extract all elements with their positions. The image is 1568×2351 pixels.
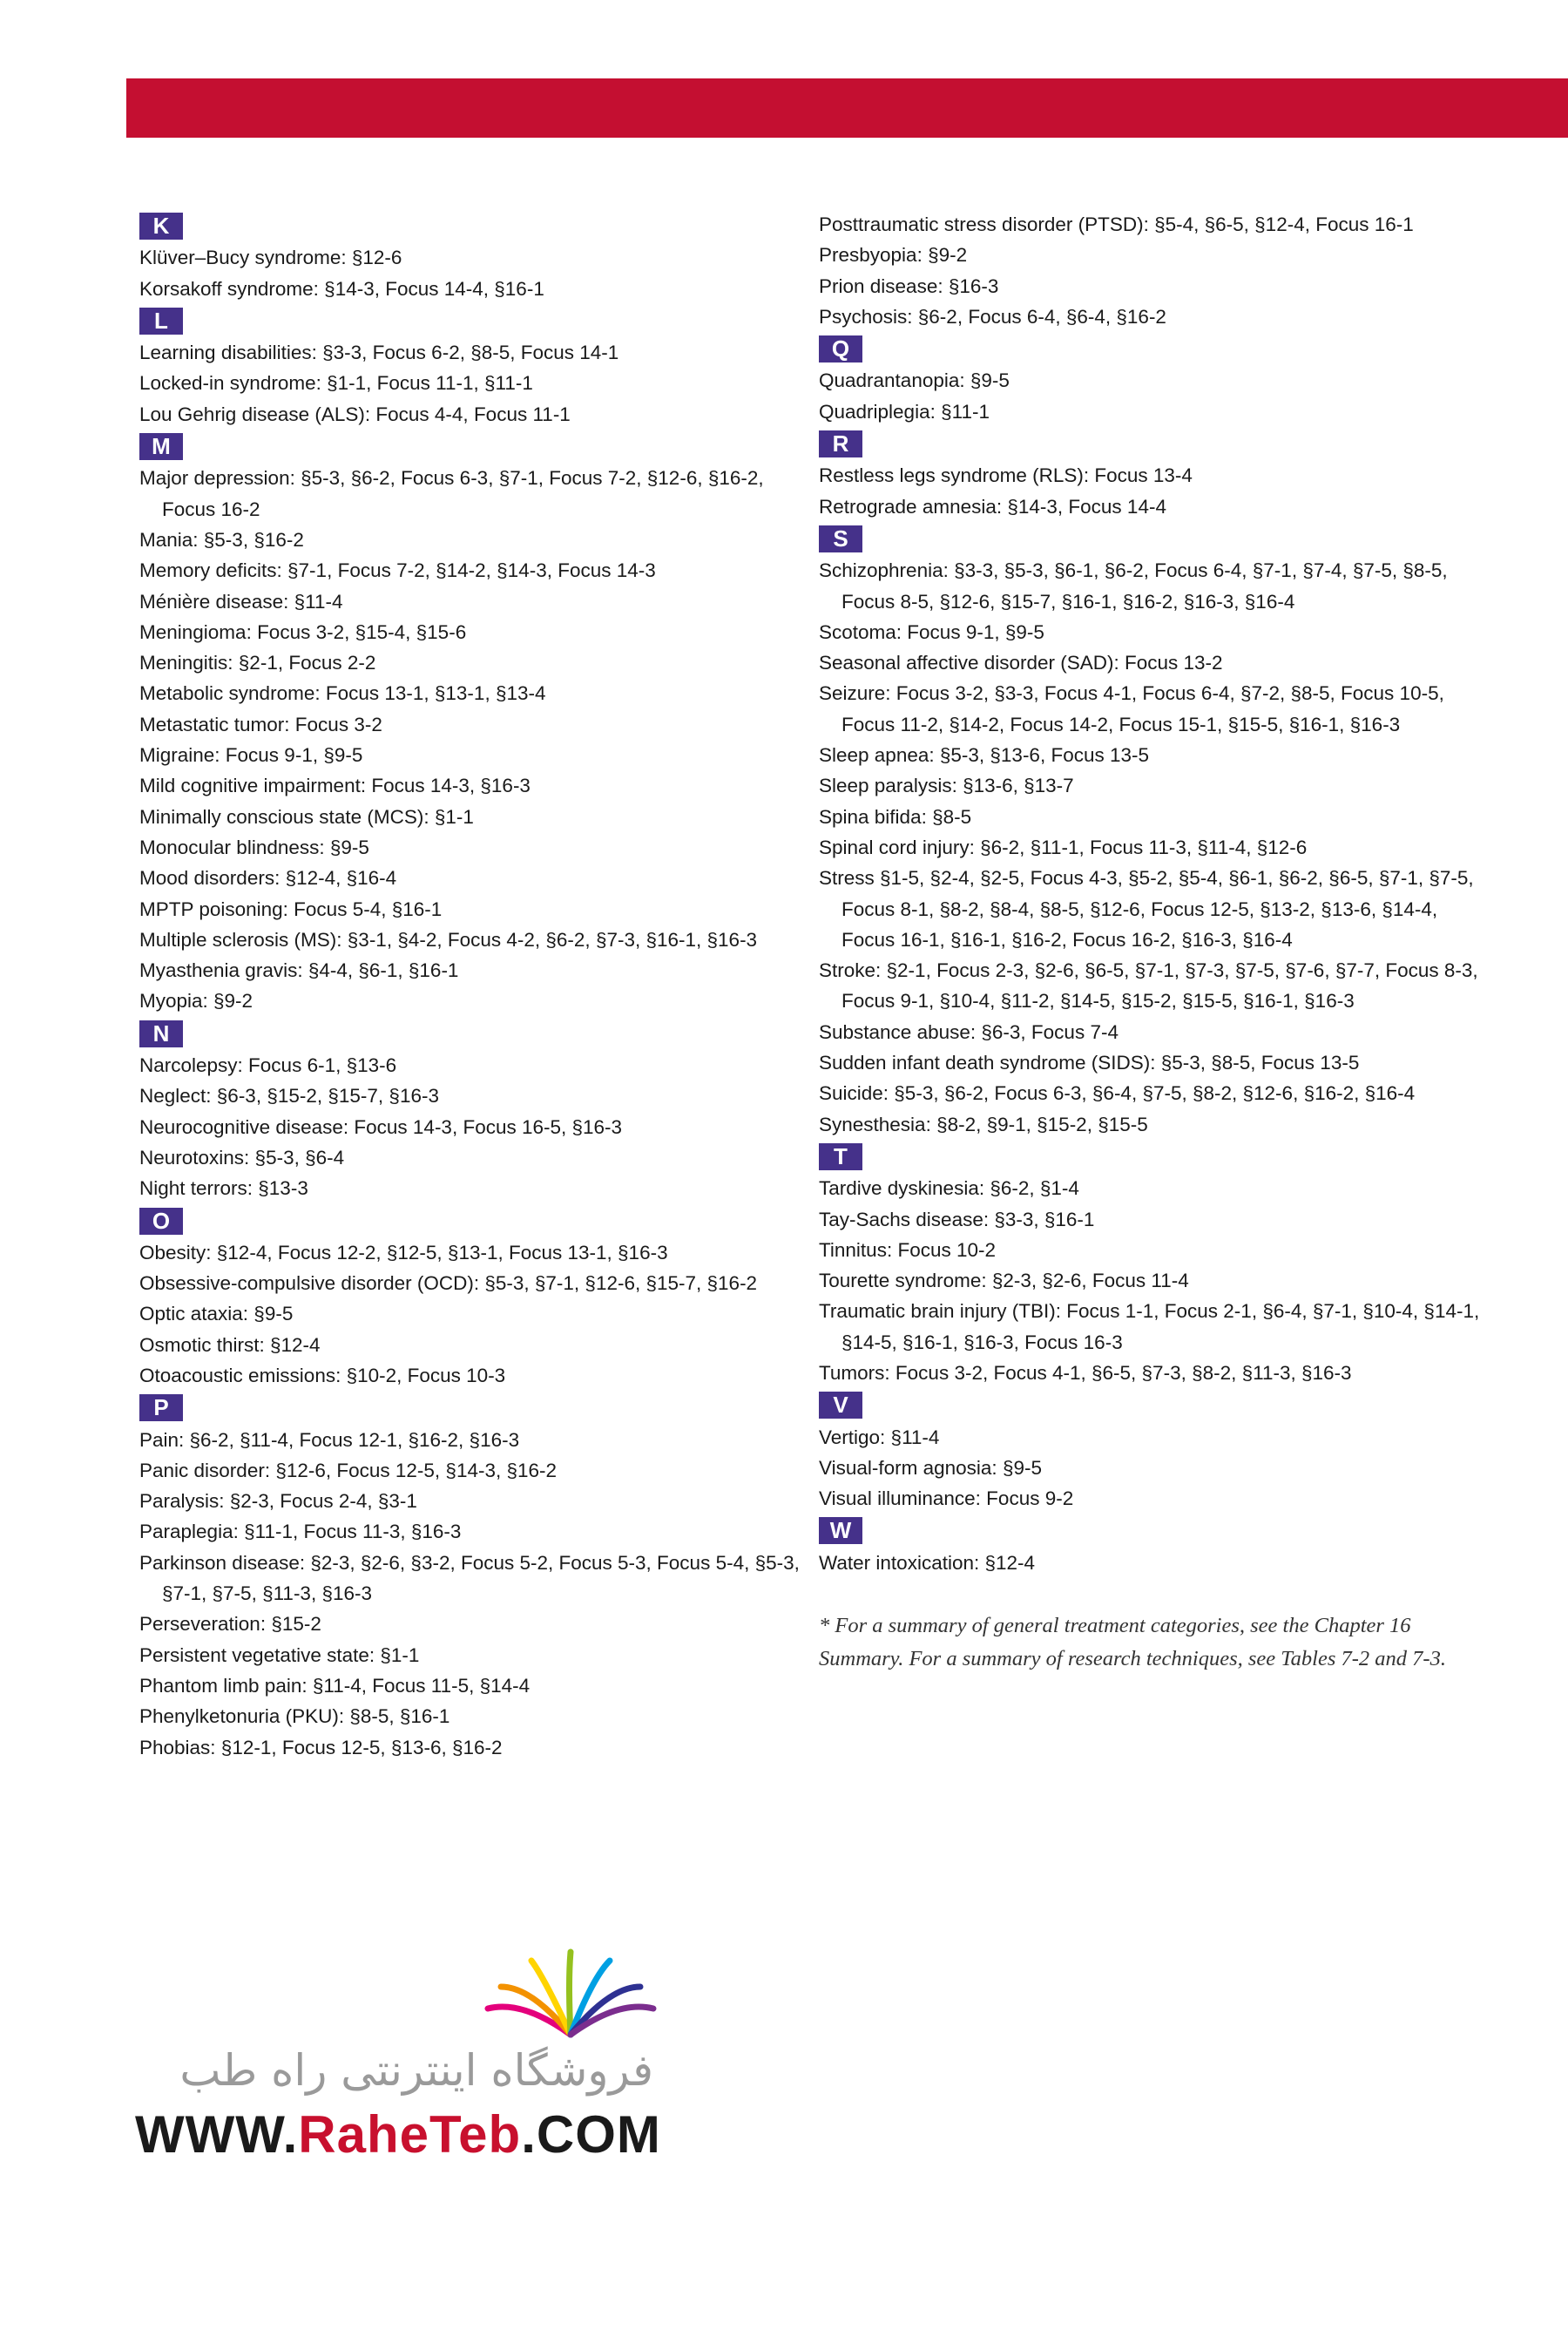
index-entry: Sleep apnea: §5-3, §13-6, Focus 13-5 <box>819 744 1150 767</box>
index-entry: Optic ataxia: §9-5 <box>139 1303 294 1325</box>
index-entry: Tinnitus: Focus 10-2 <box>819 1238 997 1261</box>
section-letter-badge: L <box>139 308 183 335</box>
index-entry: Vertigo: §11-4 <box>819 1426 940 1448</box>
index-entry: Night terrors: §13-3 <box>139 1177 308 1200</box>
index-entry: Retrograde amnesia: §14-3, Focus 14-4 <box>819 495 1166 518</box>
raheteb-logo <box>131 1948 671 2174</box>
index-entry: Sudden infant death syndrome (SIDS): §5-3, §8-5, Focus 13-5 <box>819 1052 1360 1074</box>
index-entry: Phantom limb pain: §11-4, Focus 11-5, §14-4 <box>139 1674 531 1697</box>
index-entry: Visual-form agnosia: §9-5 <box>819 1456 1042 1479</box>
index-entry: Paraplegia: §11-1, Focus 11-3, §16-3 <box>139 1521 462 1543</box>
index-entry: Presbyopia: §9-2 <box>819 244 968 267</box>
index-entry: Mania: §5-3, §16-2 <box>139 528 304 551</box>
index-entry: Metabolic syndrome: Focus 13-1, §13-1, §13-4 <box>139 682 546 705</box>
section-letter-badge: Q <box>819 335 862 362</box>
index-entry: Migraine: Focus 9-1, §9-5 <box>139 744 363 767</box>
index-entry: Memory deficits: §7-1, Focus 7-2, §14-2, §14-3, Focus 14-3 <box>139 559 656 582</box>
index-letter-group <box>139 1017 801 1204</box>
index-entry: Tay-Sachs disease: §3-3, §16-1 <box>819 1208 1095 1230</box>
index-entry: Lou Gehrig disease (ALS): Focus 4-4, Focus 11-1 <box>139 403 571 425</box>
index-entry: Monocular blindness: §9-5 <box>139 836 369 858</box>
index-entry: Sleep paralysis: §13-6, §13-7 <box>819 775 1074 797</box>
index-entry: Mood disorders: §12-4, §16-4 <box>139 867 397 890</box>
index-entry: Narcolepsy: Focus 6-1, §13-6 <box>139 1054 397 1077</box>
index-letter-group <box>819 1388 1481 1514</box>
index-entry: Obsessive-compulsive disorder (OCD): §5-3, §7-1, §12-6, §15-7, §16-2 <box>139 1272 758 1295</box>
footnote: * For a summary of general treatment categories, see the Chapter 16 Summary. For a summary of research techniques, see Tables 7-2 and 7-3. <box>819 1614 1446 1671</box>
section-letter-badge: S <box>819 525 862 552</box>
index-entry: Panic disorder: §12-6, Focus 12-5, §14-3, §16-2 <box>139 1459 558 1481</box>
index-entry: Seasonal affective disorder (SAD): Focus 13-2 <box>819 652 1223 674</box>
index-entry: Spinal cord injury: §6-2, §11-1, Focus 11-3, §11-4, §12-6 <box>819 836 1308 858</box>
index-entry: Learning disabilities: §3-3, Focus 6-2, §8-5, Focus 14-1 <box>139 342 619 364</box>
index-entry: Quadriplegia: §11-1 <box>819 400 990 423</box>
index-entry: Tumors: Focus 3-2, Focus 4-1, §6-5, §7-3, §8-2, §11-3, §16-3 <box>819 1361 1352 1384</box>
index-letter-group <box>819 1514 1481 1578</box>
book-fan-icon <box>470 1948 671 2043</box>
section-letter-badge: K <box>139 213 183 240</box>
index-entry: Seizure: Focus 3-2, §3-3, Focus 4-1, Focus 6-4, §7-2, §8-5, Focus 10-5, Focus 11-2, §14-2, Focus 14-2, Focus 15-1, §15-5, §16-1, §16-3 <box>819 682 1444 735</box>
index-entry: Neurotoxins: §5-3, §6-4 <box>139 1146 345 1169</box>
index-letter-group <box>139 430 801 1017</box>
index-entry: Obesity: §12-4, Focus 12-2, §12-5, §13-1, Focus 13-1, §16-3 <box>139 1241 668 1264</box>
index-letter-group <box>819 427 1481 522</box>
index-letter-group <box>819 1140 1481 1388</box>
index-entry: Suicide: §5-3, §6-2, Focus 6-3, §6-4, §7-5, §8-2, §12-6, §16-2, §16-4 <box>819 1082 1416 1105</box>
index-entry: Ménière disease: §11-4 <box>139 590 343 613</box>
index-entry: Metastatic tumor: Focus 3-2 <box>139 713 382 735</box>
index-letter-group <box>819 209 1481 332</box>
index-letter-group <box>139 1391 801 1763</box>
section-letter-badge: T <box>819 1143 862 1170</box>
index-entry: Water intoxication: §12-4 <box>819 1551 1036 1574</box>
index-entry: Korsakoff syndrome: §14-3, Focus 14-4, §16-1 <box>139 277 544 300</box>
section-letter-badge: V <box>819 1392 862 1419</box>
index-entry: Mild cognitive impairment: Focus 14-3, §16-3 <box>139 775 531 797</box>
right-column-groups <box>819 209 1481 1578</box>
index-entry: Myasthenia gravis: §4-4, §6-1, §16-1 <box>139 959 459 982</box>
logo-url: WWW.RaheTeb.COM <box>135 2105 661 2164</box>
index-entry: Tourette syndrome: §2-3, §2-6, Focus 11-4 <box>819 1270 1189 1292</box>
index-entry: Pain: §6-2, §11-4, Focus 12-1, §16-2, §16-3 <box>139 1428 520 1451</box>
index-entry: Synesthesia: §8-2, §9-1, §15-2, §15-5 <box>819 1113 1148 1135</box>
index-column-right <box>819 209 1481 1676</box>
index-entry: Otoacoustic emissions: §10-2, Focus 10-3 <box>139 1364 506 1386</box>
index-entry: Parkinson disease: §2-3, §2-6, §3-2, Focus 5-2, Focus 5-3, Focus 5-4, §5-3, §7-1, §7-5, §11-3, §16-3 <box>139 1551 800 1605</box>
index-entry: Neglect: §6-3, §15-2, §15-7, §16-3 <box>139 1085 439 1108</box>
index-entry: Phobias: §12-1, Focus 12-5, §13-6, §16-2 <box>139 1736 503 1758</box>
section-letter-badge: R <box>819 430 862 457</box>
section-letter-badge: M <box>139 433 183 460</box>
index-letter-group <box>139 304 801 430</box>
top-color-band <box>126 78 1568 138</box>
index-entry: Osmotic thirst: §12-4 <box>139 1333 321 1356</box>
index-entry: Paralysis: §2-3, Focus 2-4, §3-1 <box>139 1490 417 1513</box>
section-letter-badge: N <box>139 1020 183 1047</box>
index-entry: Neurocognitive disease: Focus 14-3, Focus 16-5, §16-3 <box>139 1115 623 1138</box>
index-entry: Substance abuse: §6-3, Focus 7-4 <box>819 1020 1119 1043</box>
index-entry: Locked-in syndrome: §1-1, Focus 11-1, §11-1 <box>139 372 533 395</box>
index-letter-group <box>819 522 1481 1140</box>
index-entry: Minimally conscious state (MCS): §1-1 <box>139 805 474 828</box>
index-entry: Perseveration: §15-2 <box>139 1613 321 1636</box>
index-letter-group <box>139 1204 801 1392</box>
section-letter-badge: W <box>819 1517 862 1544</box>
index-entry: Meningioma: Focus 3-2, §15-4, §15-6 <box>139 620 467 643</box>
section-letter-badge: P <box>139 1394 183 1421</box>
index-entry: Spina bifida: §8-5 <box>819 805 972 828</box>
index-entry: Restless legs syndrome (RLS): Focus 13-4 <box>819 464 1193 487</box>
index-letter-group <box>819 332 1481 427</box>
index-column-left <box>139 209 801 1763</box>
index-entry: Stress §1-5, §2-4, §2-5, Focus 4-3, §5-2, §5-4, §6-1, §6-2, §6-5, §7-1, §7-5, Focus 8-1, §8-2, §8-4, §8-5, §12-6, Focus 12-5, §13-2, §13-6, §14-4, Focus 16-1, §16-1, §16-2, Focus 16-2, §16-3, §16-4 <box>819 867 1474 951</box>
index-entry: Klüver–Bucy syndrome: §12-6 <box>139 247 402 269</box>
section-letter-badge: O <box>139 1208 183 1235</box>
index-entry: Major depression: §5-3, §6-2, Focus 6-3, §7-1, Focus 7-2, §12-6, §16-2, Focus 16-2 <box>139 467 764 520</box>
index-entry: Tardive dyskinesia: §6-2, §1-4 <box>819 1177 1079 1200</box>
index-entry: Visual illuminance: Focus 9-2 <box>819 1487 1074 1510</box>
index-entry: Scotoma: Focus 9-1, §9-5 <box>819 620 1044 643</box>
index-entry: Stroke: §2-1, Focus 2-3, §2-6, §6-5, §7-1, §7-3, §7-5, §7-6, §7-7, Focus 8-3, Focus 9-1, §10-4, §11-2, §14-5, §15-2, §15-5, §16-1, §16-3 <box>819 959 1478 1013</box>
index-entry: Meningitis: §2-1, Focus 2-2 <box>139 652 376 674</box>
logo-persian-text: فروشگاه اینترنتی راه طب <box>179 2045 653 2096</box>
index-entry: Posttraumatic stress disorder (PTSD): §5-4, §6-5, §12-4, Focus 16-1 <box>819 213 1414 235</box>
index-entry: Phenylketonuria (PKU): §8-5, §16-1 <box>139 1705 450 1728</box>
index-letter-group <box>139 209 801 304</box>
index-entry: Myopia: §9-2 <box>139 990 253 1013</box>
index-entry: Quadrantanopia: §9-5 <box>819 369 1010 392</box>
index-entry: Psychosis: §6-2, Focus 6-4, §6-4, §16-2 <box>819 305 1166 328</box>
index-entry: Traumatic brain injury (TBI): Focus 1-1, Focus 2-1, §6-4, §7-1, §10-4, §14-1, §14-5, §16-1, §16-3, Focus 16-3 <box>819 1300 1480 1353</box>
index-entry: MPTP poisoning: Focus 5-4, §16-1 <box>139 898 443 920</box>
index-entry: Persistent vegetative state: §1-1 <box>139 1643 420 1666</box>
index-entry: Prion disease: §16-3 <box>819 274 999 297</box>
index-entry: Multiple sclerosis (MS): §3-1, §4-2, Focus 4-2, §6-2, §7-3, §16-1, §16-3 <box>139 928 758 951</box>
index-entry: Schizophrenia: §3-3, §5-3, §6-1, §6-2, Focus 6-4, §7-1, §7-4, §7-5, §8-5, Focus 8-5, §12-6, §15-7, §16-1, §16-2, §16-3, §16-4 <box>819 559 1448 613</box>
